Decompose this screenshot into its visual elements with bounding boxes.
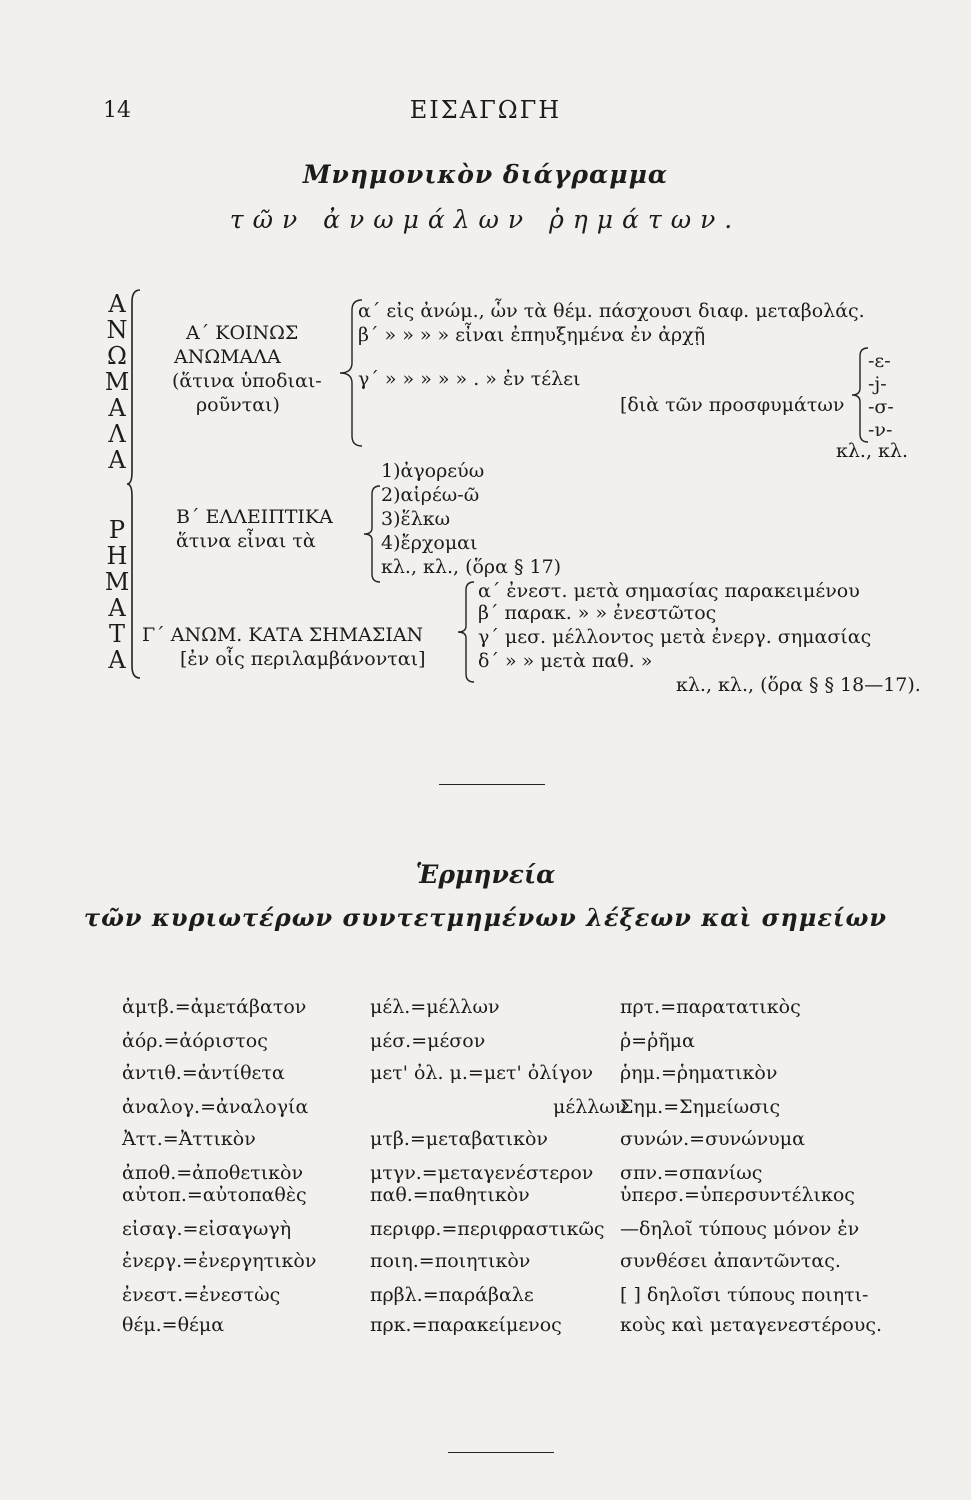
glossary-subtitle: τῶν κυριωτέρων συντετμημένων λέξεων καὶ σημείων [83, 903, 888, 932]
group-c-item-2: β΄ παρακ. » » ἐνεστῶτος [478, 602, 717, 624]
vertical-letter: Ω [107, 342, 127, 370]
glossary-entry: πρκ.=παρακείμενος [370, 1314, 562, 1336]
vertical-letter: Α [108, 290, 126, 318]
group-a-label-2: ΑΝΩΜΑΛΑ [174, 346, 281, 368]
group-a-label: Α΄ ΚΟΙΝΩΣ [186, 322, 299, 344]
vertical-letter: Λ [108, 420, 126, 448]
group-b-brace [362, 484, 382, 584]
glossary-entry: συνθέσει ἀπαντῶντας. [620, 1250, 841, 1272]
suffix-j: -j- [868, 373, 887, 395]
glossary-entry: ἀναλογ.=ἀναλογία [122, 1096, 309, 1118]
glossary-entry: ἀποθ.=ἀποθετικὸν [122, 1162, 304, 1184]
group-b-note: ἅτινα εἶναι τὰ [176, 530, 316, 552]
glossary-entry: παθ.=παθητικὸν [370, 1184, 530, 1206]
group-c-note: [ἐν οἷς περιλαμβάνονται] [180, 648, 426, 670]
vertical-letter: Α [108, 594, 126, 622]
glossary-entry: εἰσαγ.=εἰσαγωγὴ [122, 1218, 292, 1240]
diagram-title: Μνημονικὸν διάγραμμα [302, 160, 669, 189]
suffix-e: -ε- [868, 350, 891, 372]
glossary-entry: περιφρ.=περιφραστικῶς [370, 1218, 605, 1240]
bottom-divider [448, 1452, 554, 1453]
group-c-item-1: α΄ ἐνεστ. μετὰ σημασίας παρακειμένου [478, 580, 860, 602]
vertical-letter: Τ [108, 620, 125, 648]
glossary-entry: Σημ.=Σημείωσις [620, 1096, 781, 1118]
group-b-item-5: κλ., κλ., (ὅρα § 17) [381, 556, 562, 578]
glossary-entry: συνών.=συνώνυμα [620, 1128, 805, 1150]
group-a-line-b: β΄ » » » » εἶναι ἐπηυξημένα ἐν ἀρχῇ [358, 324, 706, 346]
glossary-entry: θέμ.=θέμα [122, 1314, 225, 1336]
glossary-entry: ῥημ.=ῥηματικὸν [620, 1062, 778, 1084]
group-c-item-3: γ΄ μεσ. μέλλοντος μετὰ ἐνεργ. σημασίας [478, 626, 872, 648]
glossary-entry: —δηλοῖ τύπους μόνον ἐν [620, 1218, 860, 1240]
vertical-letter: Α [108, 646, 126, 674]
suffix-s: -σ- [868, 396, 894, 418]
group-a-line-d: [διὰ τῶν προσφυμάτων [620, 394, 845, 416]
group-a-etc: κλ., κλ. [836, 440, 908, 462]
glossary-entry: ἐνεστ.=ἐνεστὼς [122, 1284, 281, 1306]
glossary-title: Ἑρμηνεία [415, 860, 556, 889]
group-a-line-a: α΄ εἰς ἀνώμ., ὧν τὰ θέμ. πάσχουσι διαφ. μεταβολάς. [358, 300, 865, 322]
group-c-brace [456, 580, 476, 684]
section-divider [439, 784, 545, 785]
glossary-entry: μέλλων [553, 1096, 627, 1118]
glossary-entry: μέλ.=μέλλων [370, 996, 500, 1018]
glossary-entry: αὐτοπ.=αὐτοπαθὲς [122, 1184, 307, 1206]
group-a-line-c: γ΄ » » » » » . » ἐν τέλει [358, 368, 581, 390]
glossary-entry: ἀμτβ.=ἀμετάβατον [122, 996, 307, 1018]
group-c-item-5: κλ., κλ., (ὅρα § § 18—17). [676, 674, 921, 696]
glossary-entry: κοὺς καὶ μεταγενεστέρους. [620, 1314, 883, 1336]
vertical-letter: Α [108, 446, 126, 474]
glossary-entry: μτβ.=μεταβατικὸν [370, 1128, 548, 1150]
glossary-entry: ῥ=ῥῆμα [620, 1030, 695, 1052]
vertical-letter: Α [108, 394, 126, 422]
group-b-item-3: 3)ἕλκω [381, 508, 451, 530]
running-head: ΕΙΣΑΓΩΓΗ [409, 96, 562, 124]
glossary-entry: [ ] δηλοῖσι τύπους ποιητι- [620, 1284, 869, 1306]
group-b-item-1: 1)ἀγορεύω [381, 460, 485, 482]
glossary-entry: σπν.=σπανίως [620, 1162, 763, 1184]
glossary-entry: ἀντιθ.=ἀντίθετα [122, 1062, 285, 1084]
vertical-letter: Ρ [108, 516, 126, 544]
glossary-entry: ἀόρ.=ἀόριστος [122, 1030, 268, 1052]
glossary-entry: μτγν.=μεταγενέστερον [370, 1162, 594, 1184]
group-a-note-2: ροῦνται) [196, 394, 280, 416]
glossary-entry: μέσ.=μέσον [370, 1030, 486, 1052]
glossary-entry: ὑπερσ.=ὑπερσυντέλικος [620, 1184, 855, 1206]
suffix-n: -ν- [868, 419, 893, 441]
glossary-entry: πρτ.=παρατατικὸς [620, 996, 801, 1018]
suffix-brace [850, 346, 870, 444]
vertical-letter: Ν [106, 316, 128, 344]
glossary-entry: μετ' ὀλ. μ.=μετ' ὀλίγον [370, 1062, 594, 1084]
glossary-entry: ποιη.=ποιητικὸν [370, 1250, 531, 1272]
group-a-note: (ἅτινα ὑποδιαι- [172, 370, 322, 392]
group-c-label: Γ΄ ΑΝΩΜ. ΚΑΤΑ ΣΗΜΑΣΙΑΝ [142, 624, 424, 646]
glossary-entry: πρβλ.=παράβαλε [370, 1284, 534, 1306]
big-left-brace [126, 288, 148, 680]
glossary-entry: Ἀττ.=Ἀττικὸν [122, 1128, 256, 1150]
glossary-entry: ἐνεργ.=ἐνεργητικὸν [122, 1250, 317, 1272]
vertical-letter: Μ [104, 568, 130, 596]
vertical-letter: Η [106, 542, 128, 570]
vertical-letter: Μ [104, 368, 130, 396]
diagram-subtitle: τῶν ἀνωμάλων ῥημάτων. [229, 205, 742, 234]
page-number: 14 [103, 98, 131, 123]
group-c-item-4: δ΄ » » μετὰ παθ. » [478, 650, 653, 672]
group-b-label: Β΄ ΕΛΛΕΙΠΤΙΚΑ [176, 506, 333, 528]
group-b-item-2: 2)αἱρέω-ῶ [381, 484, 480, 506]
group-b-item-4: 4)ἔρχομαι [381, 532, 478, 554]
